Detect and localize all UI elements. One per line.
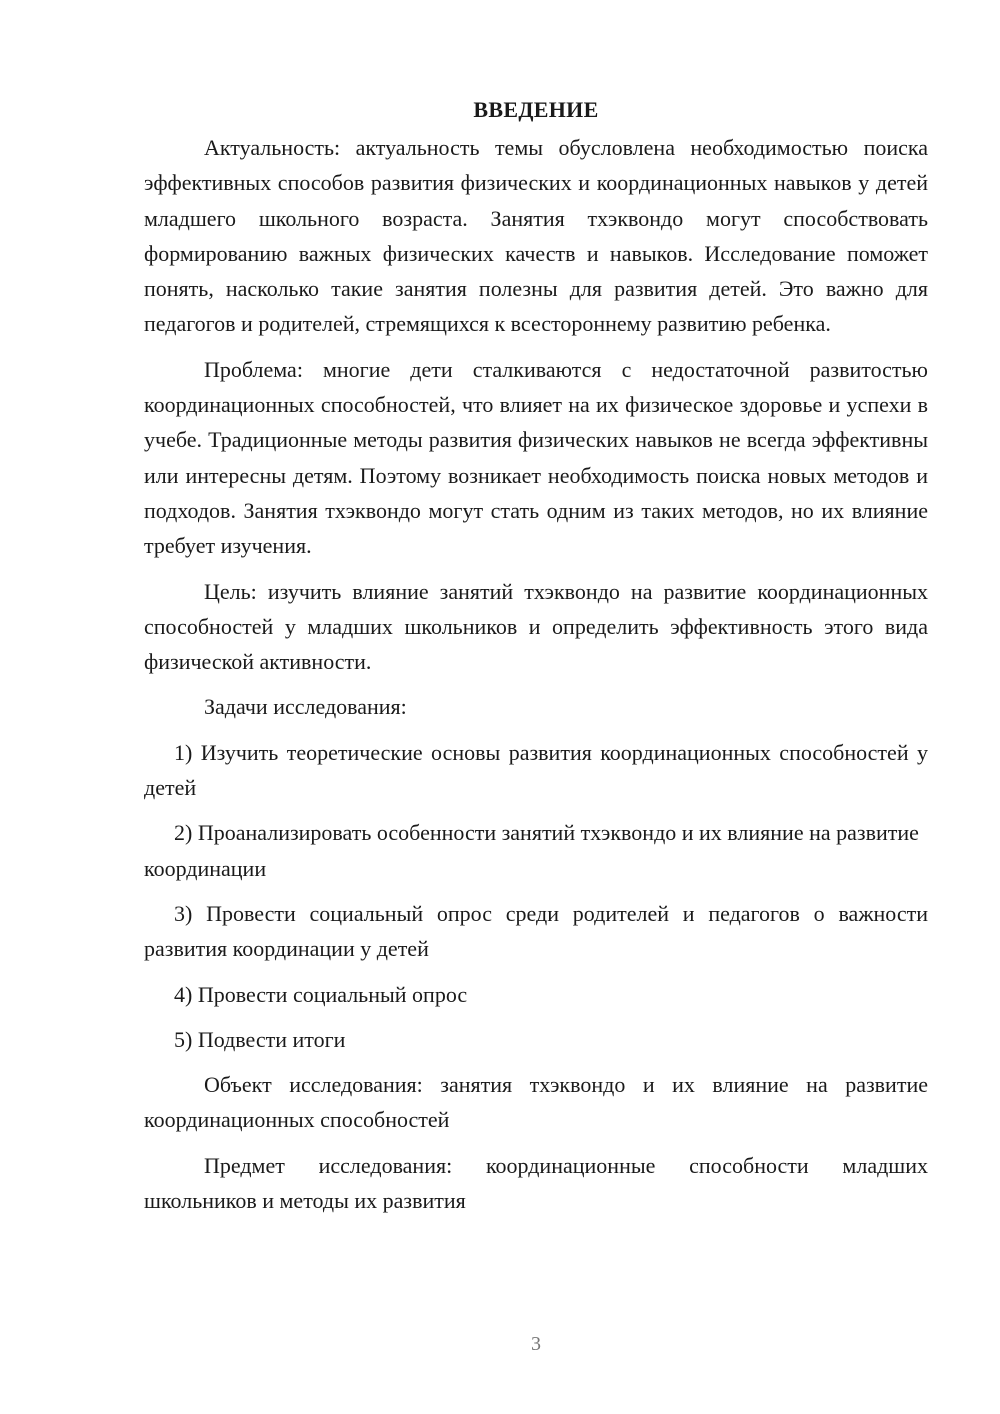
problem-paragraph: Проблема: многие дети сталкиваются с недостаточной развитостью координационных способностей, что влияет на их физическое здоровье и успехи в учебе. Традиционные методы развития физических навыков не всегда эффективны или интересны детям. Поэтому возникает необходимость поиска новых методов и подходов. Занятия тхэквондо могут стать одним из таких методов, но их влияние требует изучения. bbox=[144, 356, 928, 559]
document-page bbox=[144, 92, 928, 1228]
relevance-paragraph: Актуальность: актуальность темы обусловлена необходимостью поиска эффективных способов развития физических и координационных навыков у детей младшего школьного возраста. Занятия тхэквондо могут способствовать формированию важных физических качеств и навыков. Исследование поможет понять, насколько такие занятия полезны для развития детей. Это важно для педагогов и родителей, стремящихся к всестороннему развитию ребенка. bbox=[144, 135, 928, 337]
task-item-3: 3) Провести социальный опрос среди родителей и педагогов о важности развития координации у детей bbox=[144, 900, 928, 962]
task-item-4: 4) Провести социальный опрос bbox=[174, 981, 468, 1007]
section-title: ВВЕДЕНИЕ bbox=[473, 97, 599, 122]
goal-paragraph: Цель: изучить влияние занятий тхэквондо на развитие координационных способностей у младших школьников и определить эффективность этого вида физической активности. bbox=[144, 578, 928, 675]
task-item-5: 5) Подвести итоги bbox=[174, 1026, 346, 1052]
subject-paragraph: Предмет исследования: координационные способности младших школьников и методы их развития bbox=[144, 1152, 928, 1214]
task-item-1: 1) Изучить теоретические основы развития координационных способностей у детей bbox=[144, 739, 928, 801]
task-item-2: 2) Проанализировать особенности занятий тхэквондо и их влияние на развитие координации bbox=[144, 820, 919, 881]
page-number: 3 bbox=[531, 1333, 541, 1355]
tasks-heading: Задачи исследования: bbox=[204, 694, 407, 720]
object-paragraph: Объект исследования: занятия тхэквондо и их влияние на развитие координационных способностей bbox=[144, 1072, 928, 1133]
